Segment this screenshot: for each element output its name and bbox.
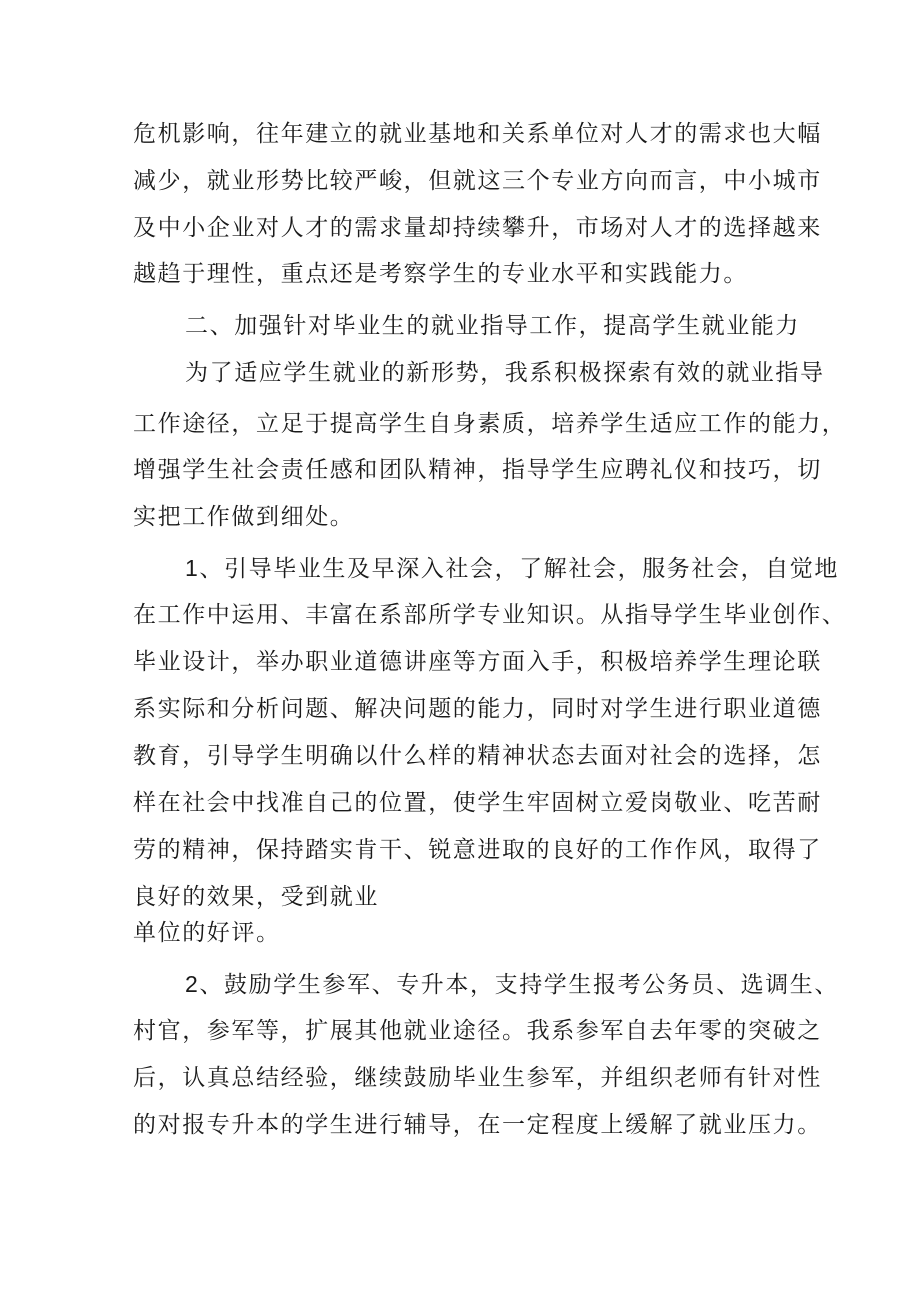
item-1-number: 1 [185, 555, 200, 581]
item-1-line-8: 良好的效果，受到就业 [133, 884, 379, 910]
item-1-line-9: 单位的好评。 [133, 920, 281, 946]
item-1-line-6: 样在社会中找准自己的位置，使学生牢固树立爱岗敬业、吃苦耐 [133, 790, 822, 816]
paragraph-2-line-3: 增强学生社会责任感和团队精神，指导学生应聘礼仪和技巧，切 [133, 457, 822, 483]
item-1-line-4: 系实际和分析问题、解决问题的能力，同时对学生进行职业道德 [133, 696, 822, 722]
paragraph-2-line-1: 为了适应学生就业的新形势，我系积极探索有效的就业指导 [185, 360, 825, 386]
paragraph-1-line-3: 及中小企业对人才的需求量却持续攀升，市场对人才的选择越来 [133, 215, 822, 241]
item-1-line-3: 毕业设计，举办职业道德讲座等方面入手，积极培养学生理论联 [133, 649, 822, 675]
paragraph-1-line-2: 减少，就业形势比较严峻，但就这三个专业方向而言，中小城市 [133, 168, 822, 194]
paragraph-2-line-2: 工作途径，立足于提高学生自身素质，培养学生适应工作的能力， [133, 411, 847, 437]
item-1-line-2: 在工作中运用、丰富在系部所学专业知识。从指导学生毕业创作、 [133, 602, 847, 628]
item-2-line-1 [185, 969, 839, 1000]
item-2-line-2: 村官，参军等，扩展其他就业途径。我系参军自去年零的突破之 [133, 1018, 822, 1044]
item-2-line-3: 后，认真总结经验，继续鼓励毕业生参军，并组织老师有针对性 [133, 1065, 822, 1091]
item-2-number: 2 [185, 971, 200, 997]
paragraph-2-line-4: 实把工作做到细处。 [133, 504, 355, 530]
item-2-line-4: 的对报专升本的学生进行辅导，在一定程度上缓解了就业压力。 [133, 1112, 822, 1138]
item-1-line-1 [185, 553, 839, 584]
item-1-line-1-text: 、引导毕业生及早深入社会，了解社会，服务社会，自觉地 [199, 556, 840, 582]
paragraph-1-line-4: 越趋于理性，重点还是考察学生的专业水平和实践能力。 [133, 261, 748, 287]
section-heading-2: 二、加强针对毕业生的就业指导工作，提高学生就业能力 [185, 313, 800, 339]
item-1-line-7: 劳的精神，保持踏实肯干、锐意进取的良好的工作作风，取得了 [133, 837, 822, 863]
item-1-line-5: 教育，引导学生明确以什么样的精神状态去面对社会的选择，怎 [133, 743, 822, 769]
item-2-line-1-text: 、鼓励学生参军、专升本，支持学生报考公务员、选调生、 [199, 972, 840, 998]
paragraph-1-line-1: 危机影响，往年建立的就业基地和关系单位对人才的需求也大幅 [133, 121, 822, 147]
